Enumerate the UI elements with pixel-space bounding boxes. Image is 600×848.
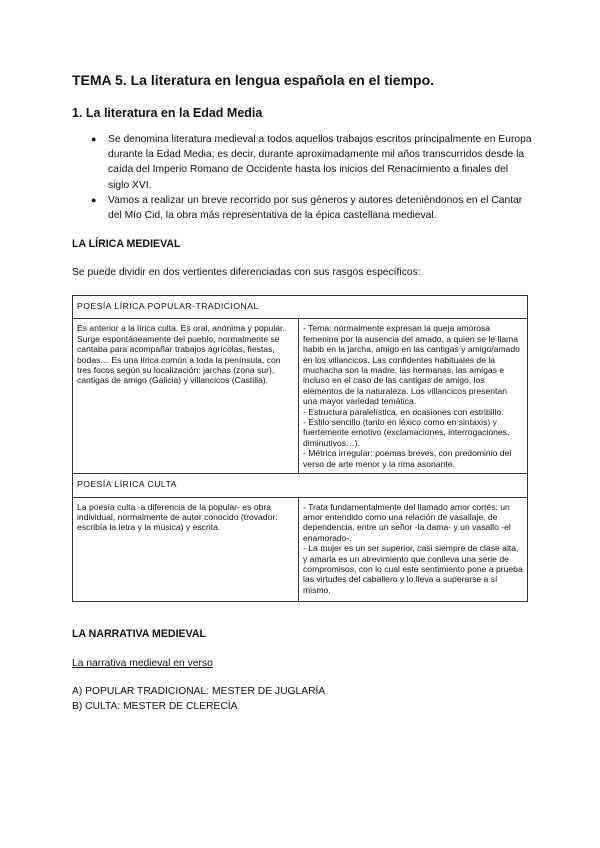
popular-header-cell: POESÍA LÍRICA POPULAR-TRADICIONAL	[73, 296, 528, 319]
list-item	[72, 193, 532, 223]
feature-line: - Estilo sencillo (tanto en léxico como en sintaxis) y fuertemente emotivo (exclamaciones, interrogaciones, diminutivos…).	[303, 417, 510, 448]
culta-description-cell	[73, 497, 299, 602]
feature-line: - Trata fundamentalmente del llamado amor cortés: un amor entendido como una relación de vasallaje, de dependencia, entre un señor -la dama- y un vasallo -el enamorado-.	[303, 501, 511, 543]
bullet-icon: ●	[91, 134, 97, 144]
lirica-intro: Se puede dividir en dos vertientes diferenciadas con sus rasgos específicos:	[72, 267, 421, 278]
table-row	[73, 319, 528, 474]
page-title: TEMA 5. La literatura en lengua española en el tiempo.	[72, 72, 435, 88]
list-item	[72, 132, 532, 193]
table-row	[73, 474, 528, 497]
table-row	[73, 497, 528, 602]
bullet-text: Vamos a realizar un breve recorrido por sus géneros y autores deteniéndonos en el Cantar del Mío Cid, la obra más representativa de la épica castellana medieval.	[108, 194, 523, 222]
feature-line: - Estructura paralelística, en ocasiones con estribillo.	[303, 406, 504, 417]
feature-line: - Métrica irregular: poemas breves, con predominio del verso de arte menor y la rima asonante.	[303, 448, 512, 469]
culta-description: La poesía culta -a diferencia de la popular- es obra individual, normalmente de autor conocido (trovador: escribía la letra y la música) y escrita.	[77, 501, 278, 533]
popular-description: Es anterior a la lírica culta. Es oral, anónima y popular. Surge espontáneamente del pueblo, normalmente se cantaba para acompañar trabajos agrícolas, fiestas, bodas… Es una lírica común a toda la península, con tres focos según su localización: jarchas (zona sur), cantigas de amigo (Galicia) y villancicos (Castilla).	[77, 323, 285, 386]
table-row	[73, 296, 528, 319]
lirica-table	[72, 295, 528, 602]
feature-line: - La mujer es un ser superior, casi siempre de clase alta, y amarla es un atrevimiento que conlleva una serie de compromisos, con lo cual este sentimiento pone a prueba las virtudes del caballero y lo lleva a superarse a sí mismo.	[303, 543, 523, 595]
narrativa-line-a: A) POPULAR TRADICIONAL: MESTER DE JUGLARÍA	[72, 686, 326, 697]
culta-header-cell: POESÍA LÍRICA CULTA	[73, 474, 528, 497]
narrativa-heading: LA NARRATIVA MEDIEVAL	[72, 628, 206, 640]
popular-description-cell	[73, 319, 299, 474]
narrativa-subheading: La narrativa medieval en verso	[72, 658, 213, 669]
popular-features-cell	[299, 319, 528, 474]
bullet-icon: ●	[91, 194, 97, 205]
feature-line: - Tema: normalmente expresan la queja amorosa femenina por la ausencia del amado, a quien se le llama habib en la jarcha, amigo en las cantigas y amigo/amado en los villancicos. Las confidentes habituales de la muchacha son la madre, las hermanas, las amigas e incluso en el caso de las cantigas de amigo, los elementos de la naturaleza. Los villancicos presentan una mayor variedad temática.	[303, 323, 520, 407]
bullet-text: Se denomina literatura medieval a todos aquellos trabajos escritos principalmente en Europa durante la Edad Media; es decir, durante aproximadamente mil años transcurridos desde la caída del Imperio Romano de Occidente hasta los inicios del Renacimiento a finales del siglo XVI.	[108, 134, 532, 191]
section-heading-edad-media: 1. La literatura en la Edad Media	[72, 106, 263, 120]
lirica-heading: LA LÍRICA MEDIEVAL	[72, 238, 181, 250]
narrativa-line-b: B) CULTA: MESTER DE CLERECÍA	[72, 701, 238, 712]
intro-bullet-list	[72, 132, 532, 223]
culta-features-cell	[299, 497, 528, 602]
